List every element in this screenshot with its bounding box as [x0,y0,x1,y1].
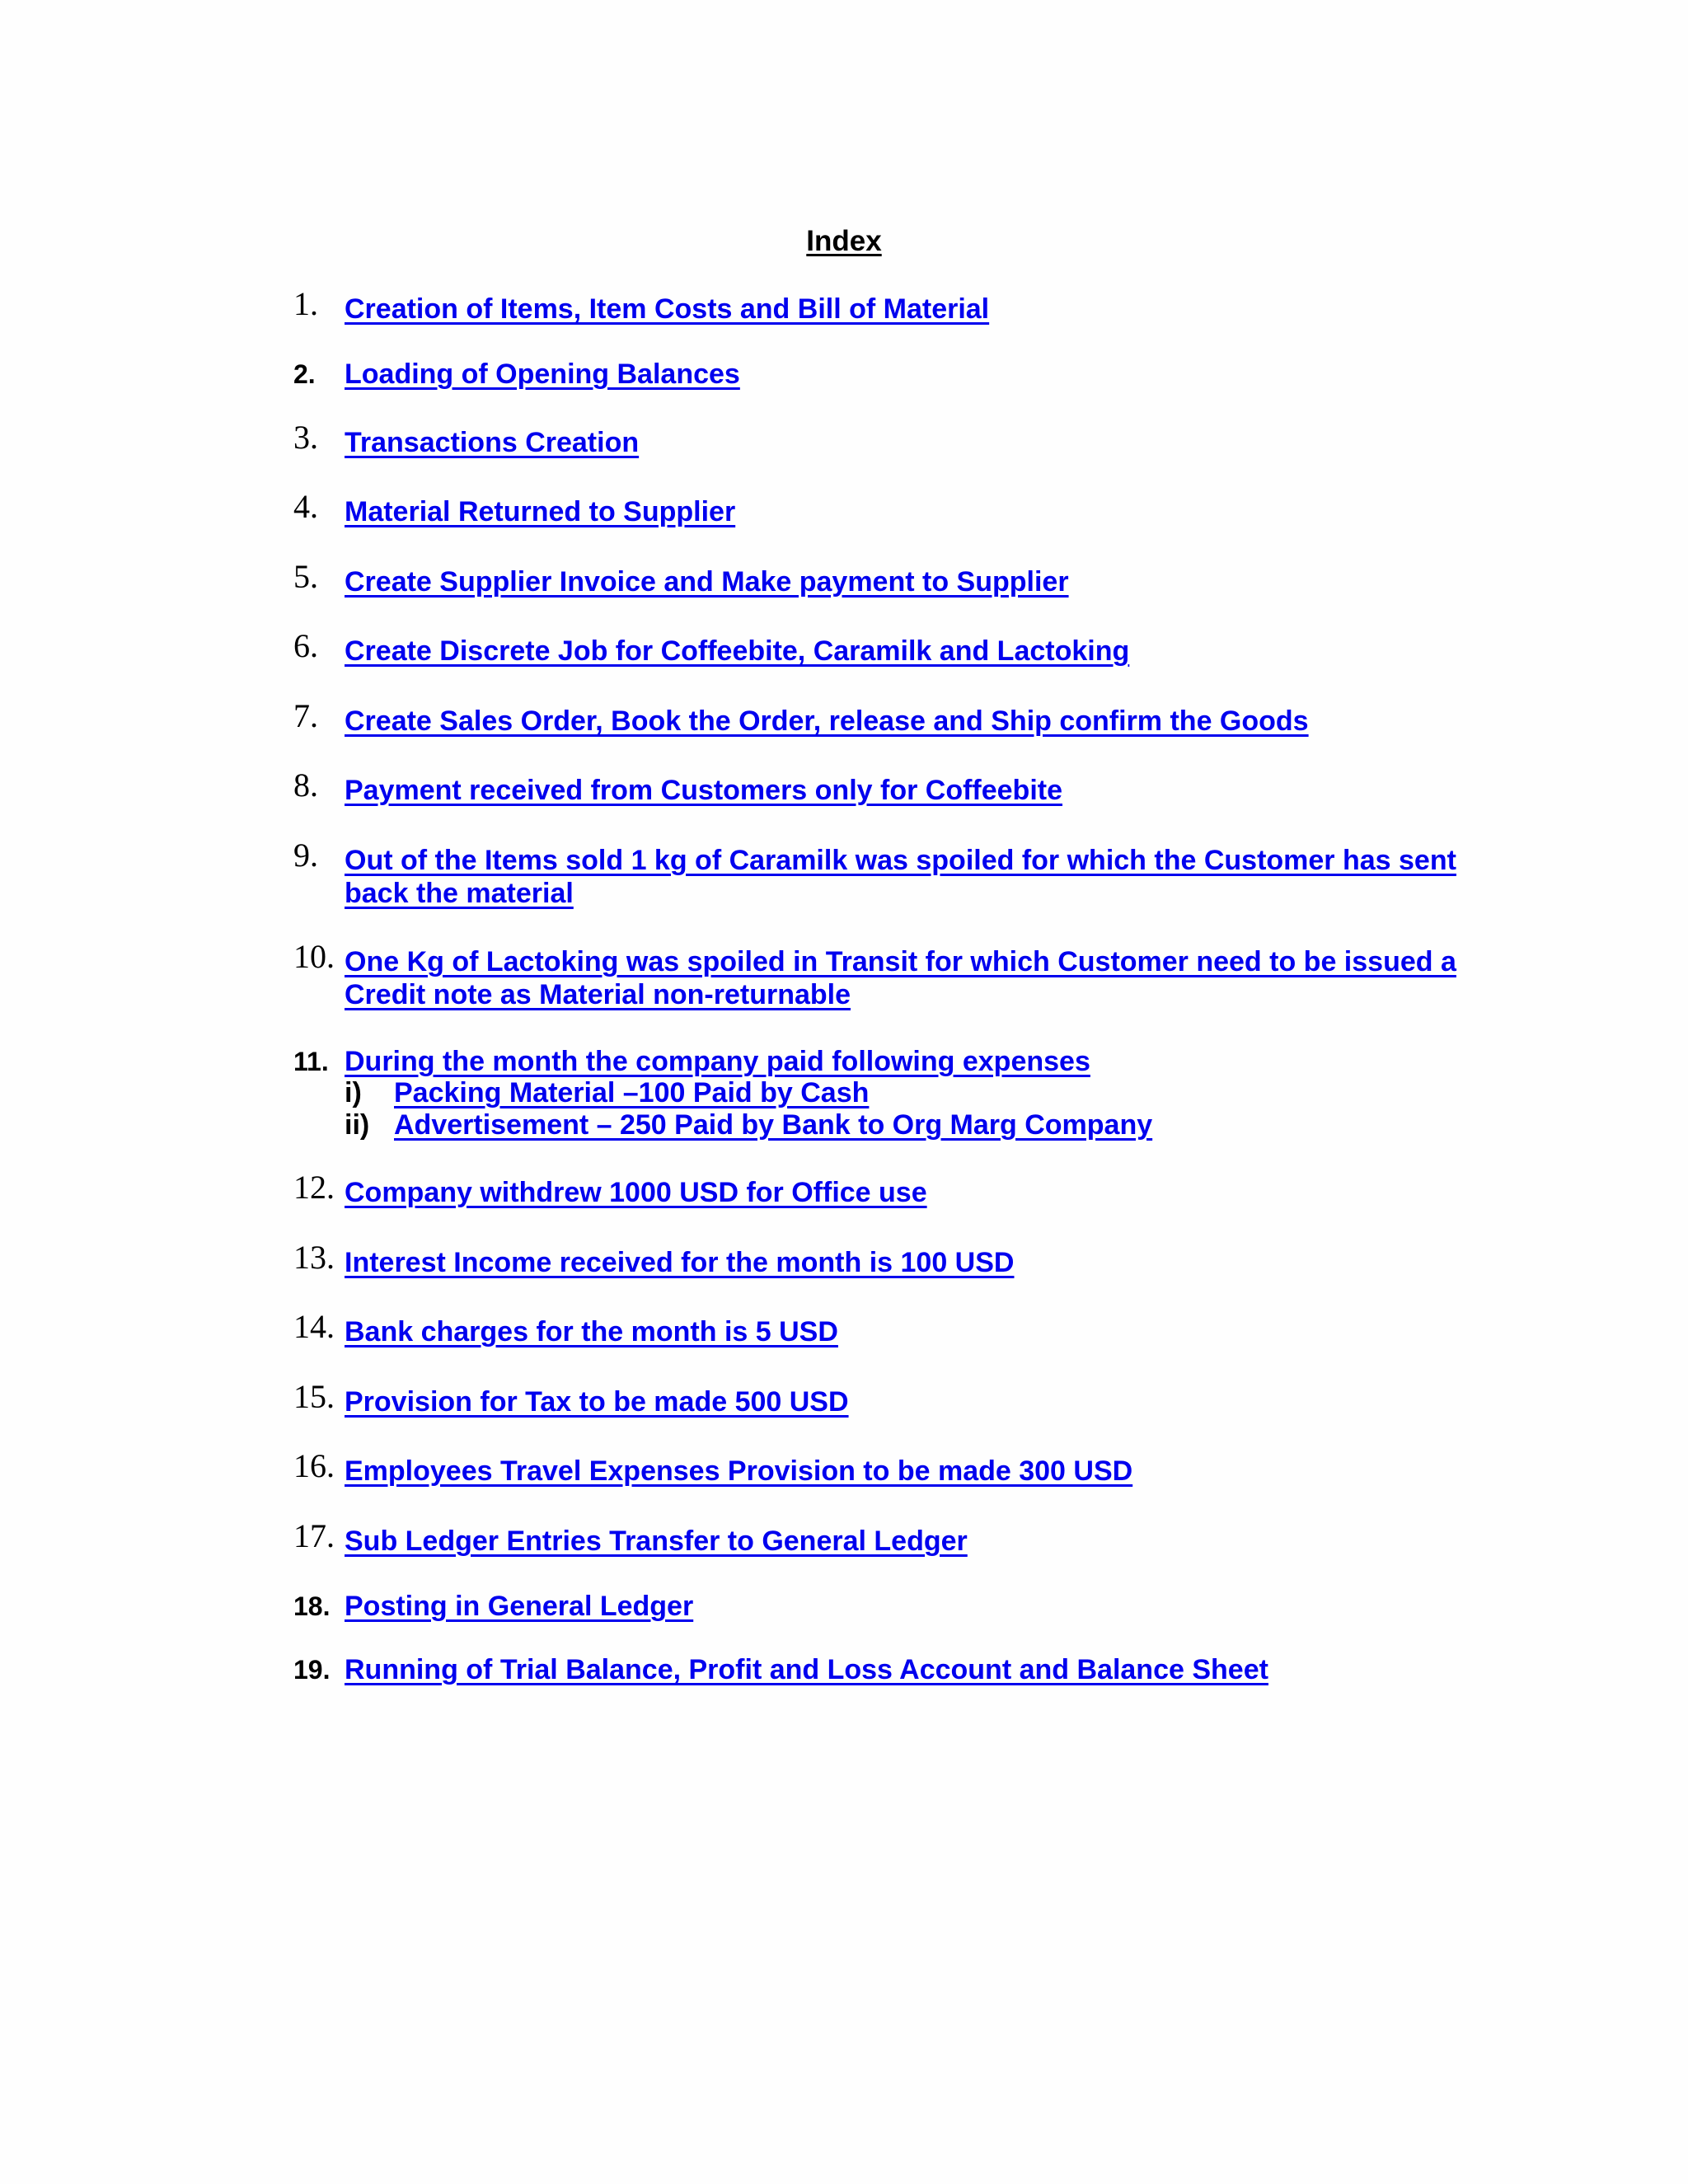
index-title: Index [806,225,882,257]
index-link-2[interactable]: Loading of Opening Balances [345,359,740,390]
index-link-4[interactable]: Material Returned to Supplier [345,496,736,527]
index-link-19[interactable]: Running of Trial Balance, Profit and Loss Account and Balance Sheet [345,1654,1268,1685]
item-number: 15. [293,1378,335,1415]
index-link-5[interactable]: Create Supplier Invoice and Make payment to Supplier [345,566,1069,598]
index-link-13[interactable]: Interest Income received for the month is 100 USD [345,1247,1015,1278]
item-number: 4. [293,488,318,525]
item-number: 11. [293,1047,329,1076]
item-number: 17. [293,1517,335,1554]
item-number: 12. [293,1169,335,1206]
item-number: 2. [293,359,316,389]
item-number: 14. [293,1308,335,1345]
item-number: 9. [293,837,318,874]
index-link-1[interactable]: Creation of Items, Item Costs and Bill of Material [345,293,990,325]
item-number: 8. [293,766,318,804]
index-link-16[interactable]: Employees Travel Expenses Provision to be made 300 USD [345,1455,1133,1487]
item-number: 16. [293,1447,335,1484]
index-link-17[interactable]: Sub Ledger Entries Transfer to General Ledger [345,1526,968,1557]
index-link-11[interactable]: During the month the company paid following expenses [345,1046,1090,1077]
item-number: 18. [293,1591,331,1621]
index-link-3[interactable]: Transactions Creation [345,427,640,458]
index-link-18[interactable]: Posting in General Ledger [345,1591,694,1622]
index-link-15[interactable]: Provision for Tax to be made 500 USD [345,1386,849,1418]
index-link-12[interactable]: Company withdrew 1000 USD for Office use [345,1177,927,1208]
index-link-14[interactable]: Bank charges for the month is 5 USD [345,1316,838,1347]
item-number: 5. [293,558,318,595]
item-number: 7. [293,697,318,734]
item-number: 6. [293,627,318,664]
item-number: 13. [293,1239,335,1276]
subitem-link-advertisement[interactable]: Advertisement – 250 Paid by Bank to Org Marg Company [394,1109,1153,1141]
item-number: 1. [293,285,318,322]
index-link-9[interactable]: Out of the Items sold 1 kg of Caramilk was spoiled for which the Customer has sent back the material [345,845,1456,909]
subitem-link-packing-material[interactable]: Packing Material –100 Paid by Cash [394,1077,870,1108]
subitem-label: i) [345,1077,362,1108]
index-link-10[interactable]: One Kg of Lactoking was spoiled in Transit for which Customer need to be issued a Credit note as Material non-returnable [345,946,1456,1010]
item-number: 3. [293,419,318,456]
index-link-8[interactable]: Payment received from Customers only for Coffeebite [345,775,1063,806]
index-link-7[interactable]: Create Sales Order, Book the Order, release and Ship confirm the Goods [345,705,1309,737]
index-link-6[interactable]: Create Discrete Job for Coffeebite, Caramilk and Lactoking [345,635,1130,667]
subitem-label: ii) [345,1109,370,1141]
item-number: 10. [293,938,335,975]
item-number: 19. [293,1655,331,1685]
